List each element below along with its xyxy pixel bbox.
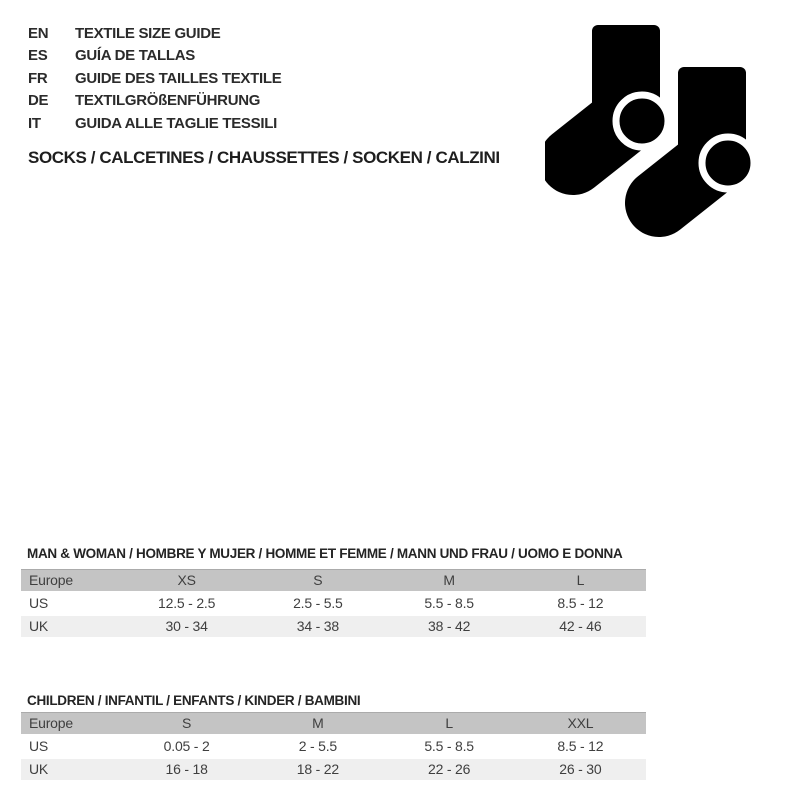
language-code: FR xyxy=(28,69,48,87)
region-cell: US xyxy=(29,738,49,754)
region-cell: UK xyxy=(29,761,49,777)
size-value-cell: 34 - 38 xyxy=(296,618,339,634)
children-size-table xyxy=(21,712,646,782)
column-header: S xyxy=(313,572,323,588)
language-label: TEXTILE SIZE GUIDE xyxy=(75,24,221,42)
language-row xyxy=(28,90,281,113)
column-header: L xyxy=(576,572,585,588)
size-value-cell: 18 - 22 xyxy=(296,761,339,777)
size-value-cell: 8.5 - 12 xyxy=(557,595,604,611)
column-header: Europe xyxy=(29,572,73,588)
language-row xyxy=(28,112,281,135)
size-value-cell: 5.5 - 8.5 xyxy=(424,738,474,754)
language-code: ES xyxy=(28,47,48,65)
column-header: XS xyxy=(177,572,196,588)
table-row xyxy=(21,736,646,757)
size-value-cell: 5.5 - 8.5 xyxy=(424,595,474,611)
region-cell: UK xyxy=(29,618,49,634)
size-value-cell: 22 - 26 xyxy=(428,761,471,777)
language-label: GUIDA ALLE TAGLIE TESSILI xyxy=(75,114,277,132)
language-row xyxy=(28,22,281,45)
language-code: IT xyxy=(28,114,41,132)
language-row xyxy=(28,45,281,68)
size-value-cell: 12.5 - 2.5 xyxy=(158,595,216,611)
size-value-cell: 26 - 30 xyxy=(559,761,602,777)
table-row xyxy=(21,593,646,614)
size-value-cell: 8.5 - 12 xyxy=(557,738,604,754)
socks-icon xyxy=(545,22,760,237)
table-header-row xyxy=(21,712,646,734)
table-header-row xyxy=(21,569,646,591)
language-row xyxy=(28,67,281,90)
column-header: S xyxy=(182,715,192,731)
column-header: Europe xyxy=(29,715,73,731)
size-value-cell: 38 - 42 xyxy=(428,618,471,634)
size-value-cell: 2.5 - 5.5 xyxy=(293,595,343,611)
children-table-title: CHILDREN / INFANTIL / ENFANTS / KINDER / BAMBINI xyxy=(27,693,361,708)
man-woman-size-table xyxy=(21,569,646,639)
column-header: M xyxy=(443,572,455,588)
region-cell: US xyxy=(29,595,49,611)
size-value-cell: 30 - 34 xyxy=(165,618,208,634)
column-header: XXL xyxy=(567,715,594,731)
language-list xyxy=(28,22,281,135)
size-value-cell: 0.05 - 2 xyxy=(163,738,210,754)
column-header: M xyxy=(312,715,324,731)
size-value-cell: 16 - 18 xyxy=(165,761,208,777)
language-code: EN xyxy=(28,24,49,42)
sock-back xyxy=(659,67,754,203)
column-header: L xyxy=(445,715,453,731)
language-code: DE xyxy=(28,92,49,110)
table-row xyxy=(21,759,646,780)
language-label: GUIDE DES TAILLES TEXTILE xyxy=(75,69,282,87)
size-value-cell: 42 - 46 xyxy=(559,618,602,634)
language-label: GUÍA DE TALLAS xyxy=(75,47,195,65)
size-value-cell: 2 - 5.5 xyxy=(298,738,338,754)
category-heading: SOCKS / CALCETINES / CHAUSSETTES / SOCKEN / CALZINI xyxy=(28,148,500,167)
language-label: TEXTILGRÖßENFÜHRUNG xyxy=(75,92,261,110)
man-woman-table-title: MAN & WOMAN / HOMBRE Y MUJER / HOMME ET FEMME / MANN UND FRAU / UOMO E DONNA xyxy=(27,546,623,561)
table-row xyxy=(21,616,646,637)
